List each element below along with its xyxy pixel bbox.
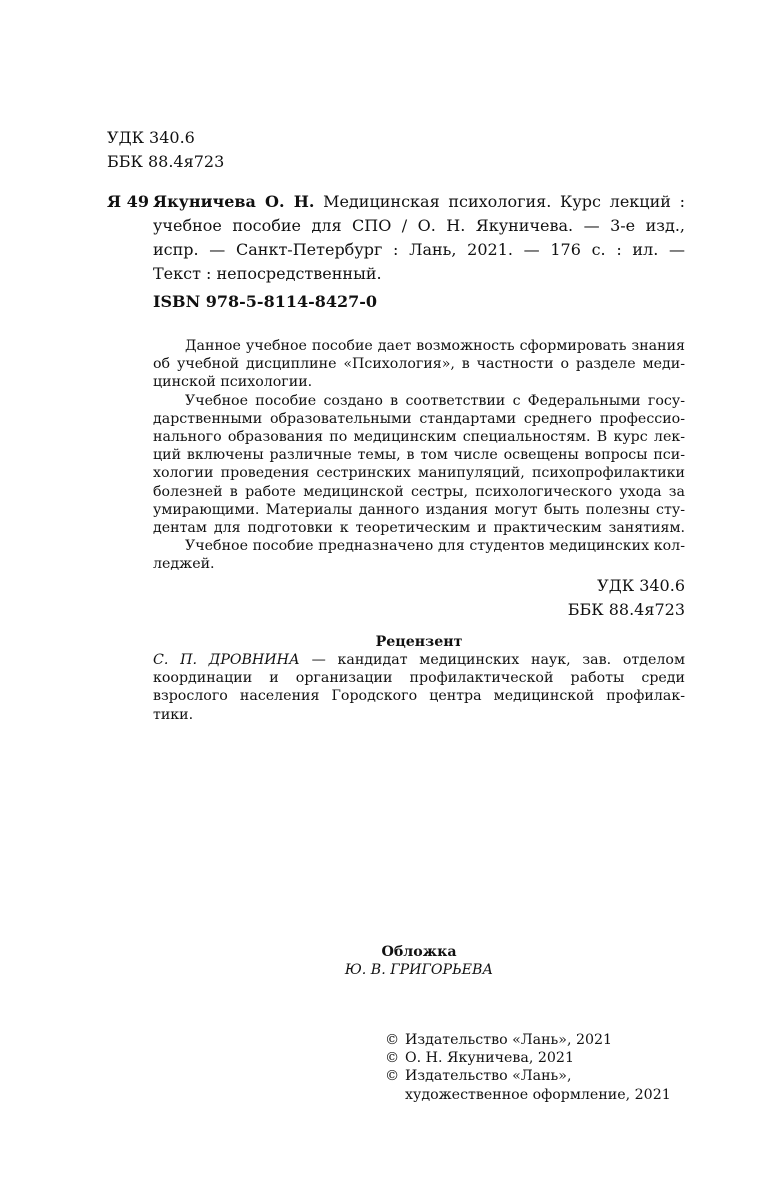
biblio-author: Якуничева О. Н.: [153, 192, 315, 211]
author-mark: Я 49: [107, 192, 149, 211]
abstract-line: леджей.: [153, 556, 215, 573]
abstract: [153, 337, 685, 574]
biblio-line-4: Текст : непосредственный.: [153, 264, 382, 283]
cover-designer: Ю. В. ГРИГОРЬЕВА: [344, 962, 494, 978]
copyright-text: Издательство «Лань», 2021: [405, 1032, 613, 1048]
copyright-block: [385, 1031, 671, 1104]
reviewer-name: С. П. ДРОВНИНА: [153, 652, 300, 668]
reviewer-heading: Рецензент: [375, 634, 463, 650]
abstract-line: дентам для подготовки к теоретическим и практическим занятиям.: [153, 520, 685, 537]
abstract-line: цинской психологии.: [153, 374, 313, 391]
udk-code: УДК 340.6: [107, 128, 195, 147]
copyright-text: Издательство «Лань»,: [405, 1068, 572, 1085]
classification-codes-bottom: [568, 574, 685, 622]
copyright-icon: ©: [385, 1050, 400, 1067]
isbn: ISBN 978-5-8114-8427-0: [153, 292, 378, 311]
reviewer-line: координации и организации профилактической работы среди: [153, 670, 685, 687]
biblio-line-3: испр. — Санкт-Петербург : Лань, 2021. — 176 с. : ил. —: [153, 240, 685, 259]
classification-codes-top: [107, 126, 224, 174]
abstract-line: умирающими. Материалы данного издания могут быть полезны сту-: [153, 501, 685, 518]
abstract-line: нального образования по медицинским специальностям. В курс лек-: [153, 429, 685, 446]
abstract-line: Учебное пособие создано в соответствии с Федеральными госу-: [185, 392, 685, 409]
cover-heading: Обложка: [381, 944, 457, 960]
reviewer-info: [153, 651, 685, 724]
abstract-line: об учебной дисциплине «Психология», в частности о разделе меди-: [153, 356, 685, 373]
reviewer-line: взрослого населения Городского центра медицинской профилак-: [153, 688, 685, 705]
bibliographic-record: [153, 190, 685, 286]
copyright-line: [385, 1031, 671, 1049]
abstract-line: дарственными образовательными стандартами среднего профессио-: [153, 410, 685, 427]
reviewer-line: тики.: [153, 706, 194, 723]
abstract-line: ций включены различные темы, в том числе освещены вопросы пси-: [153, 447, 685, 464]
copyright-icon: ©: [385, 1032, 400, 1048]
abstract-line: хологии проведения сестринских манипуляций, психопрофилактики: [153, 465, 685, 482]
abstract-line: болезней в работе медицинской сестры, психологического ухода за: [153, 483, 685, 500]
bbk-code: ББК 88.4я723: [107, 152, 225, 171]
bbk-code: ББК 88.4я723: [567, 600, 685, 619]
copyright-line: [385, 1049, 671, 1067]
copyright-line: [385, 1067, 671, 1085]
copyright-text: О. Н. Якуничева, 2021: [405, 1050, 574, 1067]
biblio-title: Медицинская психология. Курс лекций :: [323, 192, 685, 211]
abstract-line: Учебное пособие предназначено для студентов медицинских кол-: [185, 538, 685, 555]
biblio-line-2: учебное пособие для СПО / О. Н. Якуничева. — 3-е изд.,: [153, 216, 685, 235]
abstract-line: Данное учебное пособие дает возможность сформировать знания: [185, 338, 685, 354]
biblio-line-1: [153, 190, 685, 214]
reviewer-line: [153, 651, 685, 669]
copyright-text-continued: художественное оформление, 2021: [405, 1086, 671, 1103]
udk-code: УДК 340.6: [597, 576, 685, 595]
reviewer-desc: — кандидат медицинских наук, зав. отделом: [299, 652, 685, 668]
copyright-icon: ©: [385, 1068, 400, 1085]
